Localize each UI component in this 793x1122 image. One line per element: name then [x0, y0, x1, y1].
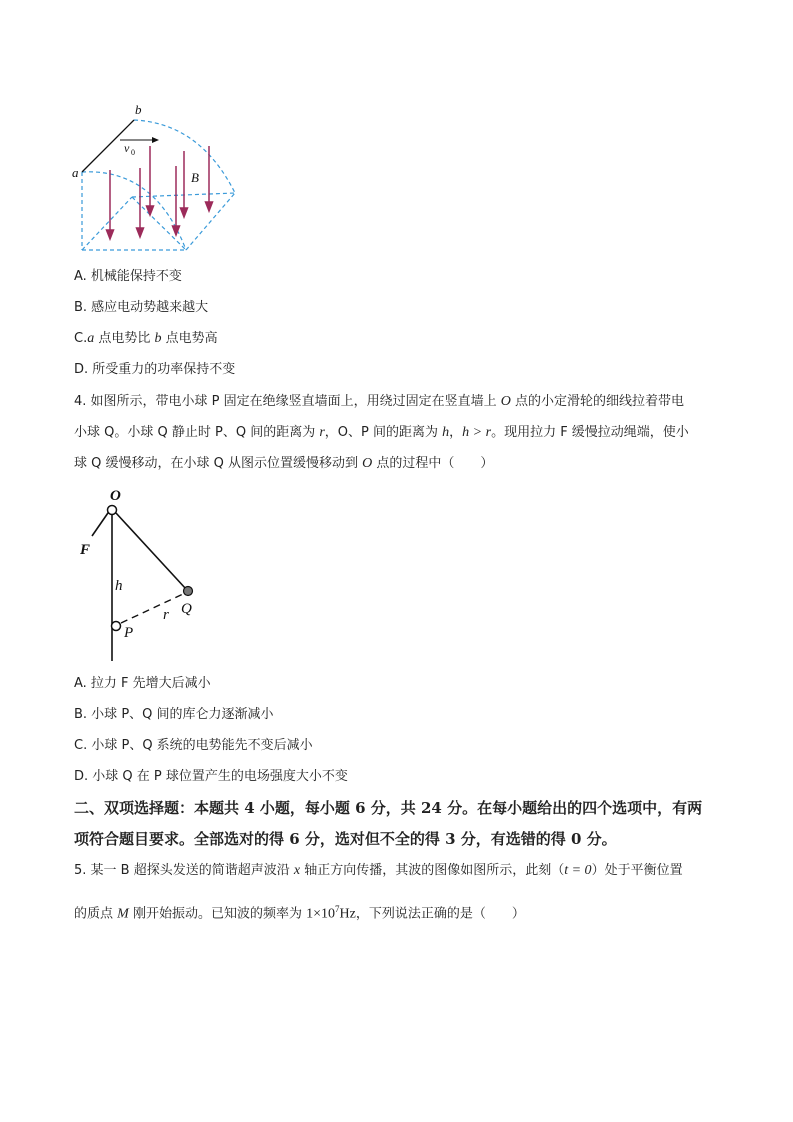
q4-option-d: D. 小球 Q 在 P 球位置产生的电场强度大小不变 — [74, 769, 348, 784]
q5-line1-text1: 5. 某一 B 超探头发送的简谐超声波沿 — [74, 863, 294, 878]
label-B: B — [191, 170, 199, 185]
ball-Q — [184, 587, 193, 596]
q3-option-a: A. 机械能保持不变 — [74, 269, 182, 284]
q4-line2-inequality: h > r — [462, 425, 492, 440]
dashed-line-PQ — [121, 594, 183, 623]
label-P: P — [124, 625, 134, 641]
label-O: O — [110, 488, 121, 504]
q5-line1-text3: ）处于平衡位置 — [591, 863, 683, 878]
label-v: v — [124, 141, 130, 155]
magnetic-field-arrows — [107, 146, 213, 239]
q5-stem-line1 — [74, 862, 683, 880]
q4-line3-text2: 点的过程中（ ） — [372, 456, 494, 471]
q5-line2-text3: ，下列说法正确的是（ ） — [355, 906, 525, 922]
q4-option-b: B. 小球 P、Q 间的库仑力逐渐减小 — [74, 707, 274, 722]
q4-line2-r: r — [319, 425, 325, 440]
label-b: b — [135, 102, 142, 117]
q4-line2-text2: ，O、P 间的距离为 — [324, 425, 443, 440]
q5-stem-line2 — [74, 900, 525, 923]
q4-line1-text1: 4. 如图所示，带电小球 P 固定在绝缘竖直墙面上，用绕过固定在竖直墙上 — [74, 394, 501, 409]
ball-P — [112, 622, 121, 631]
q4-line2-text3: ， — [449, 425, 463, 440]
rope-to-F — [92, 510, 110, 536]
rope-to-Q — [116, 513, 186, 589]
q3-option-c-a: a — [87, 331, 95, 346]
q5-freq-unit: Hz — [339, 906, 356, 922]
q5-line2-M: M — [117, 906, 129, 922]
figure-pulley-charges — [70, 486, 210, 666]
section2-heading-line1: 二、双项选择题：本题共 4 小题，每小题 6 分，共 24 分。在每小题给出的四个选项中，有两 — [74, 799, 703, 817]
dashed-frame — [82, 120, 235, 250]
q3-option-c-b: b — [154, 331, 162, 346]
q4-line2-h: h — [442, 425, 450, 440]
q5-freq-base: 1×10 — [306, 906, 335, 922]
q4-line1-text2: 点的小定滑轮的细线拉着带电 — [510, 394, 685, 409]
figure-magnetic-field-rod — [60, 98, 250, 258]
q4-line2-text4: 。现用拉力 F 缓慢拉动绳端，使小 — [491, 425, 689, 440]
label-a: a — [72, 165, 79, 180]
q5-line1-x: x — [293, 863, 301, 878]
q4-line2-text1: 小球 Q。小球 Q 静止时 P、Q 间的距离为 — [74, 425, 320, 440]
section2-heading-line2: 项符合题目要求。全部选对的得 6 分，选对但不全的得 3 分，有选错的得 0 分。 — [74, 830, 617, 848]
label-r: r — [163, 607, 169, 623]
q5-line1-text2: 轴正方向传播，其波的图像如图所示，此刻（ — [300, 863, 565, 878]
q3-option-c-prefix: C. — [74, 331, 88, 346]
q4-line3-text1: 球 Q 缓慢移动，在小球 Q 从图示位置缓慢移动到 — [74, 456, 363, 471]
q4-line1-O: O — [500, 394, 511, 409]
q4-option-c: C. 小球 P、Q 系统的电势能先不变后减小 — [74, 738, 313, 753]
label-v-sub: 0 — [131, 148, 135, 157]
q4-line3-O: O — [362, 456, 373, 471]
label-h: h — [115, 578, 123, 594]
q4-stem-line1 — [74, 393, 684, 411]
q3-option-c-suffix: 点电势高 — [161, 331, 218, 346]
label-F: F — [80, 542, 91, 558]
q5-line2-text1: 的质点 — [74, 906, 118, 922]
label-Q: Q — [181, 601, 192, 617]
q5-line2-text2: 刚开始振动。已知波的频率为 — [128, 906, 307, 922]
pulley-O — [108, 506, 117, 515]
q3-option-d: D. 所受重力的功率保持不变 — [74, 362, 236, 377]
q4-stem-line2 — [74, 424, 689, 442]
q3-option-c — [74, 330, 218, 348]
q4-stem-line3 — [74, 455, 493, 473]
q5-freq-exponent: 7 — [334, 904, 340, 914]
q3-option-c-mid: 点电势比 — [94, 331, 155, 346]
q5-line1-t: t = 0 — [564, 863, 592, 878]
q3-option-b: B. 感应电动势越来越大 — [74, 300, 209, 315]
q4-option-a: A. 拉力 F 先增大后减小 — [74, 676, 211, 691]
